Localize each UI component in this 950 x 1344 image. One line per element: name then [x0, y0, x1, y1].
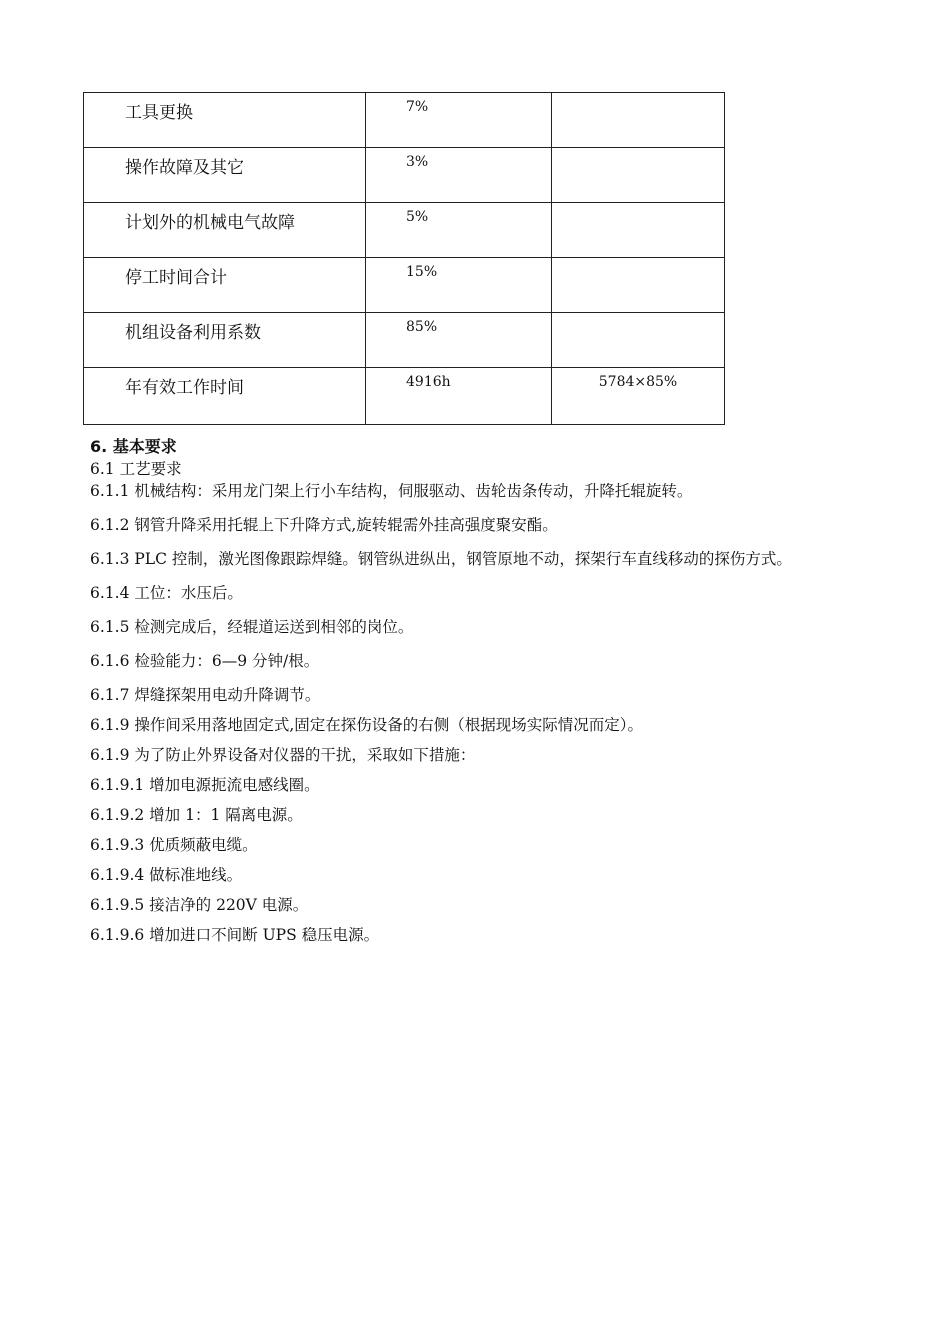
- table-cell-item: 机组设备利用系数: [84, 313, 366, 368]
- table-cell-item: 计划外的机械电气故障: [84, 203, 366, 258]
- list-item: 6.1.9.4 做标准地线。: [90, 866, 243, 884]
- table-cell-value: 85%: [366, 313, 552, 368]
- table-cell-value: 5%: [366, 203, 552, 258]
- list-item: 6.1.9.3 优质频蔽电缆。: [90, 836, 258, 854]
- requirements-section: [90, 436, 870, 946]
- table-cell-value: 15%: [366, 258, 552, 313]
- table-cell-note: [552, 203, 725, 258]
- table-row: [84, 93, 725, 148]
- paragraph: 6.1.9 为了防止外界设备对仪器的干扰，采取如下措施：: [90, 746, 476, 764]
- table-cell-note: 5784×85%: [552, 368, 725, 425]
- list-item: 6.1.9.1 增加电源扼流电感线圈。: [90, 776, 320, 794]
- table-cell-value: 7%: [366, 93, 552, 148]
- paragraph: 6.1.4 工位：水压后。: [90, 584, 243, 602]
- table-row: [84, 368, 725, 425]
- table-row: [84, 148, 725, 203]
- sub-heading: 6.1 工艺要求: [90, 460, 182, 478]
- paragraph: 6.1.5 检测完成后，经辊道运送到相邻的岗位。: [90, 618, 414, 636]
- table-cell-item: 年有效工作时间: [84, 368, 366, 425]
- table-cell-item: 操作故障及其它: [84, 148, 366, 203]
- list-item: 6.1.9.6 增加进口不间断 UPS 稳压电源。: [90, 926, 380, 944]
- utilization-table: [83, 92, 725, 425]
- paragraph: 6.1.6 检验能力：6—9 分钟/根。: [90, 652, 320, 670]
- table-cell-item: 停工时间合计: [84, 258, 366, 313]
- paragraph: 6.1.7 焊缝探架用电动升降调节。: [90, 686, 321, 704]
- list-item: 6.1.9.5 接洁净的 220V 电源。: [90, 896, 309, 914]
- paragraph: 6.1.3 PLC 控制，激光图像跟踪焊缝。钢管纵进纵出，钢管原地不动，探架行车直线移动的探伤方式。: [90, 550, 792, 568]
- paragraph: 6.1.1 机械结构：采用龙门架上行小车结构，伺服驱动、齿轮齿条传动，升降托辊旋转。: [90, 482, 693, 500]
- table-cell-value: 4916h: [366, 368, 552, 425]
- table-cell-item: 工具更换: [84, 93, 366, 148]
- table-cell-value: 3%: [366, 148, 552, 203]
- table-cell-note: [552, 148, 725, 203]
- table-cell-note: [552, 93, 725, 148]
- table-row: [84, 313, 725, 368]
- paragraph: 6.1.2 钢管升降采用托辊上下升降方式,旋转辊需外挂高强度聚安酯。: [90, 516, 558, 534]
- table-cell-note: [552, 313, 725, 368]
- section-heading: 6. 基本要求: [90, 437, 177, 456]
- table-row: [84, 258, 725, 313]
- paragraph: 6.1.9 操作间采用落地固定式,固定在探伤设备的右侧（根据现场实际情况而定）。: [90, 716, 644, 734]
- table-row: [84, 203, 725, 258]
- table-cell-note: [552, 258, 725, 313]
- list-item: 6.1.9.2 增加 1：1 隔离电源。: [90, 806, 303, 824]
